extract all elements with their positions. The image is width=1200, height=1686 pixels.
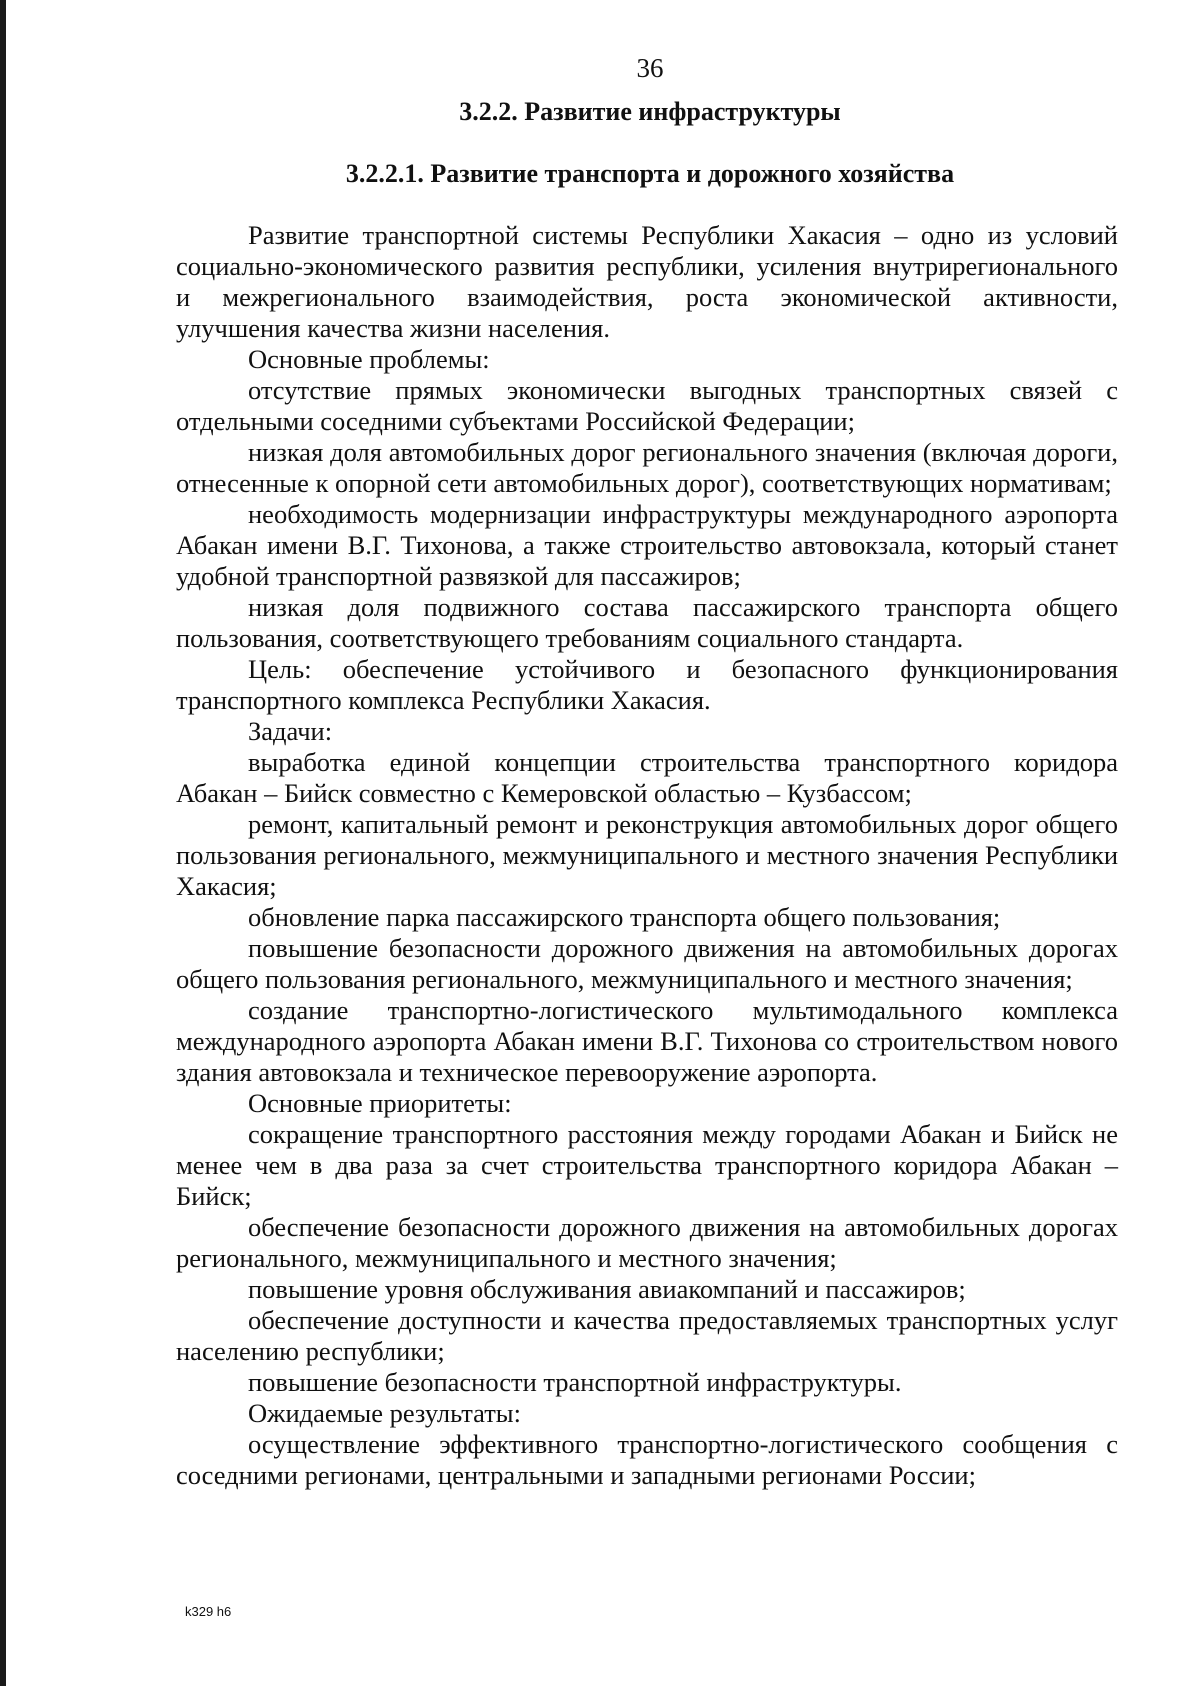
paragraph-task-5: создание транспортно-логистического мультимодального комплекса международного аэропорта Абакан имени В.Г. Тихонова со строительством нового здания автовокзала и техническое перевооружение аэропорта. [176, 995, 1118, 1087]
paragraph-problem-1: отсутствие прямых экономически выгодных транспортных связей с отдельными соседними субъектами Российской Федерации; [176, 375, 1118, 436]
paragraph-problems-heading: Основные проблемы: [248, 344, 490, 374]
paragraph-task-2: ремонт, капитальный ремонт и реконструкция автомобильных дорог общего пользования регионального, межмуниципального и местного значения Республики Хакасия; [176, 809, 1118, 901]
paragraph-problem-2: низкая доля автомобильных дорог регионального значения (включая дороги, отнесенные к опорной сети автомобильных дорог), соответствующих нормативам; [176, 437, 1118, 498]
paragraph-results-heading: Ожидаемые результаты: [248, 1398, 521, 1428]
paragraph-task-1: выработка единой концепции строительства транспортного коридора Абакан – Бийск совместно с Кемеровской областью – Кузбассом; [176, 747, 1118, 808]
paragraph-priorities-heading: Основные приоритеты: [248, 1088, 512, 1118]
body-text [176, 220, 1118, 1491]
paragraph-task-3: обновление парка пассажирского транспорта общего пользования; [248, 902, 1001, 932]
footer-code: k329 h6 [185, 1604, 232, 1619]
paragraph-task-4: повышение безопасности дорожного движения на автомобильных дорогах общего пользования регионального, межмуниципального и местного значения; [176, 933, 1118, 994]
paragraph-priority-1: сокращение транспортного расстояния между городами Абакан и Бийск не менее чем в два раза за счет строительства транспортного коридора Абакан – Бийск; [176, 1119, 1118, 1211]
paragraph-goal: Цель: обеспечение устойчивого и безопасного функционирования транспортного комплекса Республики Хакасия. [176, 654, 1118, 715]
paragraph-priority-2: обеспечение безопасности дорожного движения на автомобильных дорогах регионального, межмуниципального и местного значения; [176, 1212, 1118, 1273]
paragraph-intro: Развитие транспортной системы Республики Хакасия – одно из условий социально-экономического развития республики, усиления внутрирегионального и межрегионального взаимодействия, роста экономической активности, улучшения качества жизни населения. [176, 220, 1118, 343]
paragraph-priority-4: обеспечение доступности и качества предоставляемых транспортных услуг населению республики; [176, 1305, 1118, 1366]
paragraph-tasks-heading: Задачи: [248, 716, 333, 746]
paragraph-priority-5: повышение безопасности транспортной инфраструктуры. [248, 1367, 902, 1397]
paragraph-problem-3: необходимость модернизации инфраструктуры международного аэропорта Абакан имени В.Г. Тихонова, а также строительство автовокзала, который станет удобной транспортной развязкой для пассажиров; [176, 499, 1118, 591]
subsection-heading: 3.2.2.1. Развитие транспорта и дорожного хозяйства [345, 159, 955, 188]
paragraph-problem-4: низкая доля подвижного состава пассажирского транспорта общего пользования, соответствующего требованиям социального стандарта. [176, 592, 1118, 653]
paragraph-result-1: осуществление эффективного транспортно-логистического сообщения с соседними регионами, центральными и западными регионами России; [176, 1429, 1118, 1490]
page-number: 36 [636, 53, 664, 83]
paragraph-priority-3: повышение уровня обслуживания авиакомпаний и пассажиров; [248, 1274, 966, 1304]
section-heading: 3.2.2. Развитие инфраструктуры [459, 97, 841, 126]
